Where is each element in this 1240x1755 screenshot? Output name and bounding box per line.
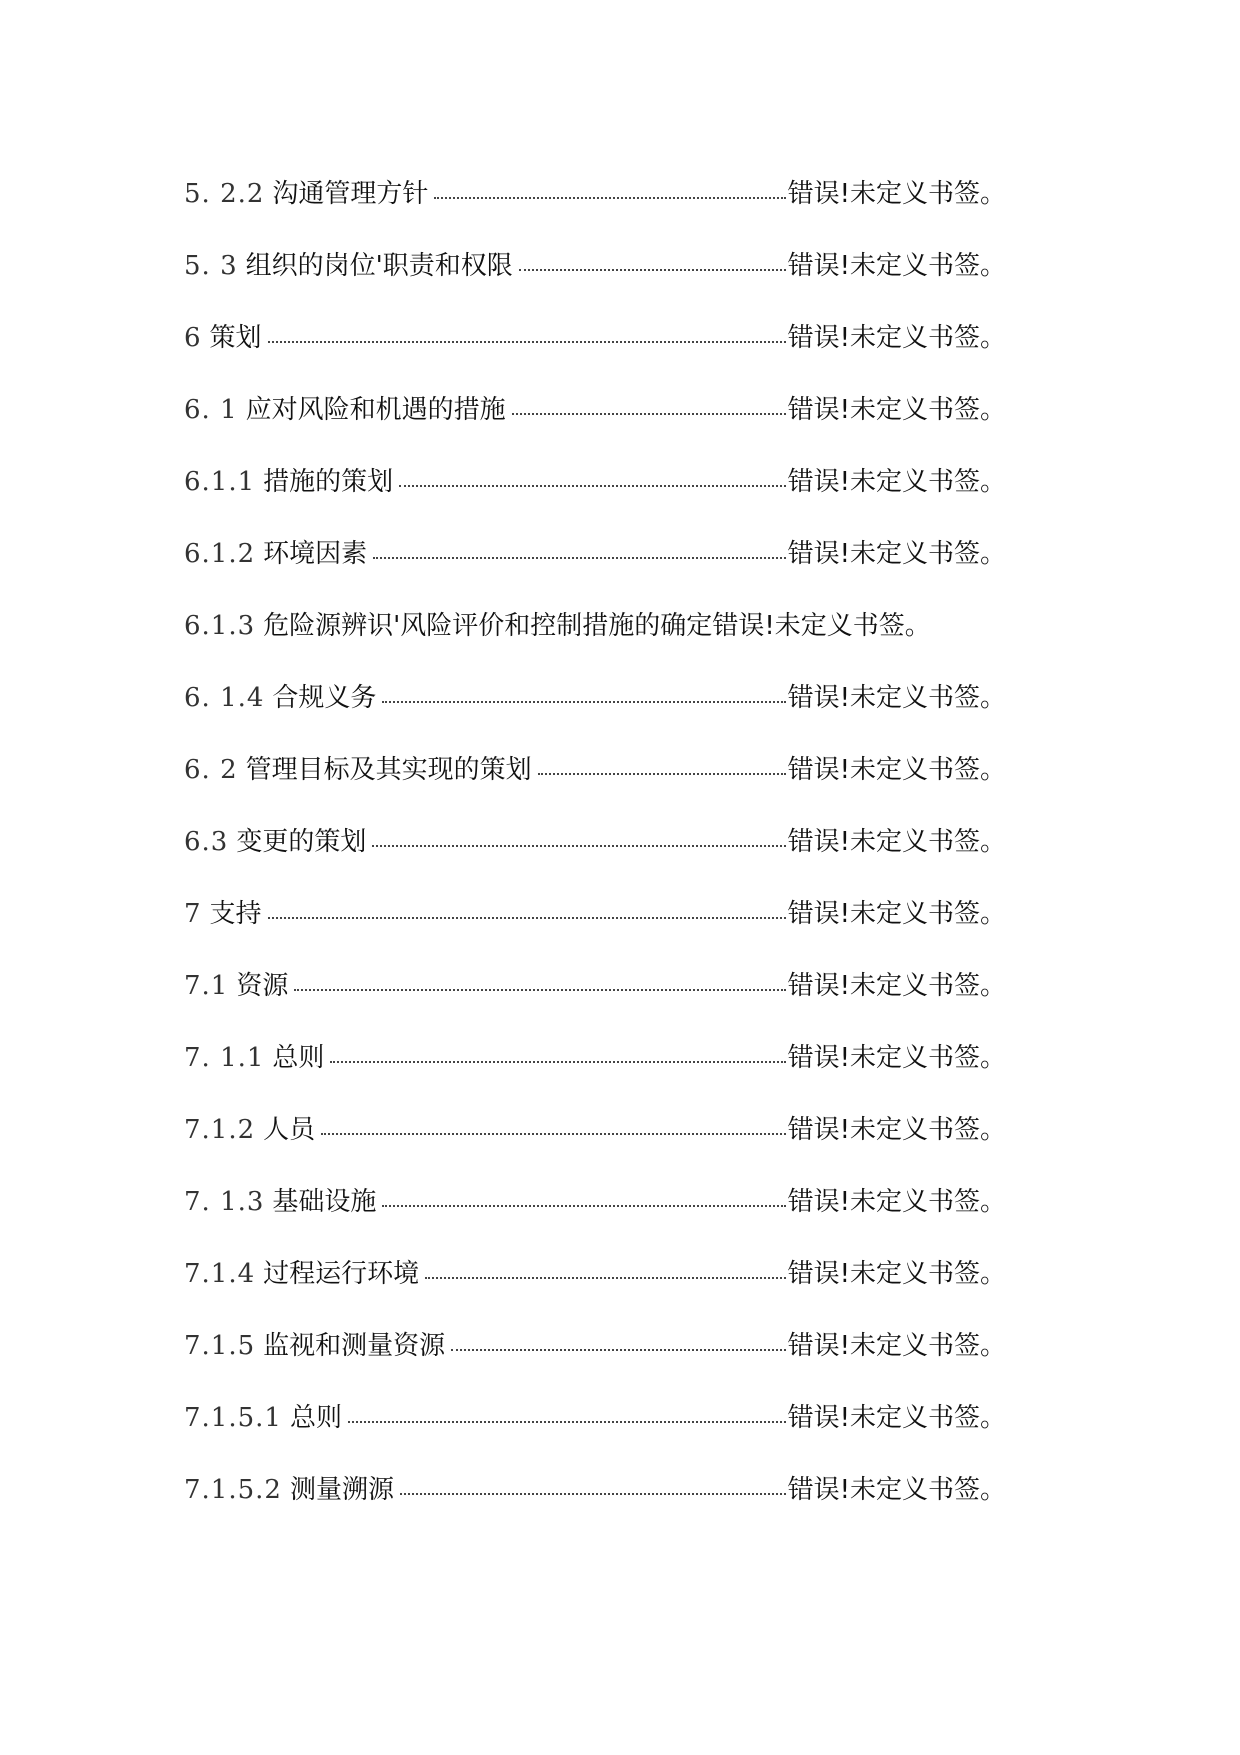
toc-entry-title: 措施的策划 xyxy=(263,467,394,497)
toc-entry-page-ref: 错误!未定义书签。 xyxy=(787,179,1006,209)
dot-leader xyxy=(434,177,785,199)
toc-entry-number: 6. 1.4 xyxy=(184,683,265,713)
toc-entry-page-ref: 错误!未定义书签。 xyxy=(712,611,931,641)
dot-leader xyxy=(372,825,785,847)
toc-entry-title: 测量溯源 xyxy=(289,1475,394,1505)
toc-entry[interactable] xyxy=(184,969,1006,1041)
dot-leader xyxy=(321,1113,785,1135)
toc-entry-number: 7.1.2 xyxy=(184,1115,256,1145)
toc-entry[interactable] xyxy=(184,321,1006,393)
toc-entry-title: 总则 xyxy=(272,1043,325,1073)
dot-leader xyxy=(268,897,786,919)
toc-entry-page-ref: 错误!未定义书签。 xyxy=(787,251,1006,281)
toc-entry-page-ref: 错误!未定义书签。 xyxy=(787,539,1006,569)
dot-leader xyxy=(538,753,786,775)
toc-entry-page-ref: 错误!未定义书签。 xyxy=(787,1259,1006,1289)
toc-entry-number: 6. 1 xyxy=(184,395,238,425)
toc-entry-number: 7. 1.1 xyxy=(184,1043,265,1073)
toc-entry-number: 6. 2 xyxy=(184,755,238,785)
toc-entry-number: 5. 3 xyxy=(184,251,238,281)
toc-entry-page-ref: 错误!未定义书签。 xyxy=(787,827,1006,857)
toc-entry[interactable] xyxy=(184,1185,1006,1257)
toc-entry-page-ref: 错误!未定义书签。 xyxy=(787,395,1006,425)
toc-entry[interactable] xyxy=(184,609,1006,681)
toc-entry-number: 5. 2.2 xyxy=(184,179,265,209)
dot-leader xyxy=(382,681,785,703)
toc-entry[interactable] xyxy=(184,249,1006,321)
toc-entry-number: 6.1.3 xyxy=(184,611,256,641)
toc-entry-number: 7.1.5 xyxy=(184,1331,256,1361)
dot-leader xyxy=(399,465,785,487)
toc-entry-number: 6.1.2 xyxy=(184,539,256,569)
toc-entry-title: 基础设施 xyxy=(272,1187,377,1217)
toc-entry[interactable] xyxy=(184,753,1006,825)
toc-entry[interactable] xyxy=(184,1113,1006,1185)
toc-entry-page-ref: 错误!未定义书签。 xyxy=(787,1115,1006,1145)
toc-entry-title: 危险源辨识'风险评价和控制措施的确定 xyxy=(263,611,713,641)
toc-entry-page-ref: 错误!未定义书签。 xyxy=(787,323,1006,353)
toc-entry-page-ref: 错误!未定义书签。 xyxy=(787,971,1006,1001)
dot-leader xyxy=(400,1473,786,1495)
toc-entry-page-ref: 错误!未定义书签。 xyxy=(787,899,1006,929)
toc-entry-title: 组织的岗位'职责和权限 xyxy=(245,251,513,281)
toc-entry-title: 过程运行环境 xyxy=(263,1259,420,1289)
toc-entry-page-ref: 错误!未定义书签。 xyxy=(787,683,1006,713)
toc-entry[interactable] xyxy=(184,393,1006,465)
toc-entry-title: 监视和测量资源 xyxy=(263,1331,446,1361)
toc-entry[interactable] xyxy=(184,897,1006,969)
toc-entry-number: 6.1.1 xyxy=(184,467,256,497)
toc-entry-title: 管理目标及其实现的策划 xyxy=(245,755,532,785)
toc-entry[interactable] xyxy=(184,1473,1006,1545)
toc-entry-number: 6 xyxy=(184,323,202,353)
toc-entry[interactable] xyxy=(184,177,1006,249)
toc-entry-number: 7.1 xyxy=(184,971,229,1001)
toc-entry-number: 7 xyxy=(184,899,202,929)
toc-entry-title: 资源 xyxy=(236,971,289,1001)
toc-entry-title: 环境因素 xyxy=(263,539,368,569)
toc-entry-title: 人员 xyxy=(263,1115,316,1145)
toc-entry[interactable] xyxy=(184,1329,1006,1401)
toc-entry-page-ref: 错误!未定义书签。 xyxy=(787,755,1006,785)
dot-leader xyxy=(512,393,786,415)
toc-entry-page-ref: 错误!未定义书签。 xyxy=(787,467,1006,497)
toc-entry-page-ref: 错误!未定义书签。 xyxy=(787,1403,1006,1433)
toc-entry[interactable] xyxy=(184,1257,1006,1329)
toc-entry[interactable] xyxy=(184,681,1006,753)
dot-leader xyxy=(348,1401,786,1423)
toc-entry-page-ref: 错误!未定义书签。 xyxy=(787,1043,1006,1073)
toc-entry[interactable] xyxy=(184,537,1006,609)
dot-leader xyxy=(268,321,786,343)
toc-entry-number: 7. 1.3 xyxy=(184,1187,265,1217)
toc-entry[interactable] xyxy=(184,825,1006,897)
toc-entry-title: 应对风险和机遇的措施 xyxy=(245,395,506,425)
toc-entry-number: 7.1.4 xyxy=(184,1259,256,1289)
toc-entry-title: 变更的策划 xyxy=(236,827,367,857)
toc-entry-number: 7.1.5.2 xyxy=(184,1475,282,1505)
dot-leader xyxy=(294,969,785,991)
dot-leader xyxy=(373,537,785,559)
toc-entry-title: 总则 xyxy=(289,1403,342,1433)
toc-entry-title: 沟通管理方针 xyxy=(272,179,429,209)
toc-entry-page-ref: 错误!未定义书签。 xyxy=(787,1331,1006,1361)
toc-entry-title: 策划 xyxy=(209,323,262,353)
dot-leader xyxy=(451,1329,785,1351)
toc-entry-number: 6.3 xyxy=(184,827,229,857)
dot-leader xyxy=(519,249,786,271)
toc-entry[interactable] xyxy=(184,1401,1006,1473)
dot-leader xyxy=(382,1185,785,1207)
toc-entry-number: 7.1.5.1 xyxy=(184,1403,282,1433)
table-of-contents xyxy=(184,177,1006,1545)
toc-entry-page-ref: 错误!未定义书签。 xyxy=(787,1475,1006,1505)
dot-leader xyxy=(330,1041,785,1063)
toc-entry[interactable] xyxy=(184,1041,1006,1113)
toc-entry[interactable] xyxy=(184,465,1006,537)
toc-entry-page-ref: 错误!未定义书签。 xyxy=(787,1187,1006,1217)
dot-leader xyxy=(425,1257,785,1279)
toc-entry-title: 支持 xyxy=(209,899,262,929)
toc-entry-title: 合规义务 xyxy=(272,683,377,713)
